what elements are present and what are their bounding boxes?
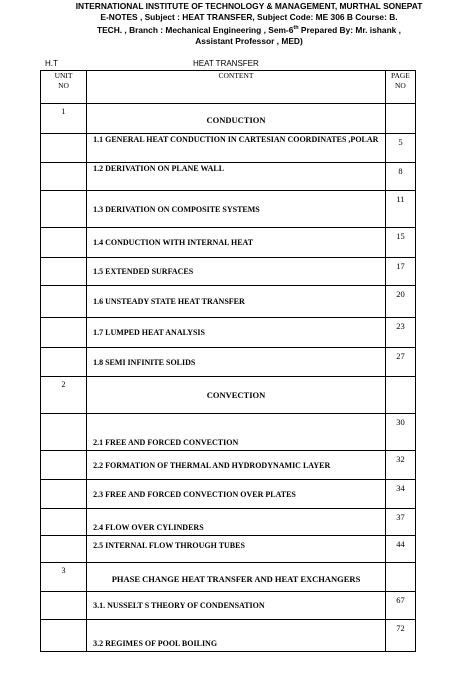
table-row <box>41 163 416 191</box>
table-row <box>41 348 416 377</box>
table-row <box>41 228 416 258</box>
page-number <box>385 377 415 414</box>
page-number: 5 <box>385 134 415 163</box>
table-row <box>41 414 416 451</box>
unit-number <box>41 451 87 480</box>
unit-header-line2: NO <box>58 81 69 90</box>
table-row <box>41 563 416 592</box>
topic-title: 1.4 CONDUCTION WITH INTERNAL HEAT <box>87 228 386 258</box>
topic-title: 3.2 REGIMES OF POOL BOILING <box>87 620 386 652</box>
unit-no-header <box>41 71 87 104</box>
table-row <box>41 191 416 228</box>
unit-number: 1 <box>41 104 87 134</box>
unit-number <box>41 348 87 377</box>
page-number: 8 <box>385 163 415 191</box>
table-row <box>41 480 416 509</box>
section-title: CONVECTION <box>87 377 386 414</box>
page-number: 72 <box>385 620 415 652</box>
course-details: E-NOTES , Subject : HEAT TRANSFER, Subject Code: ME 306 B Course: B. <box>100 12 398 22</box>
unit-number <box>41 620 87 652</box>
unit-number <box>41 480 87 509</box>
topic-title: 2.5 INTERNAL FLOW THROUGH TUBES <box>87 536 386 563</box>
table-row <box>41 286 416 318</box>
page-number: 30 <box>385 414 415 451</box>
page-number <box>385 104 415 134</box>
page-number: 11 <box>385 191 415 228</box>
unit-number <box>41 318 87 348</box>
table-row <box>41 104 416 134</box>
unit-number <box>41 228 87 258</box>
author-designation: Assistant Professor , MED) <box>195 35 303 46</box>
subject-title-label: HEAT TRANSFER <box>193 59 259 68</box>
page-number: 44 <box>385 536 415 563</box>
page-header-line2: NO <box>395 81 406 90</box>
unit-number <box>41 592 87 620</box>
prepared-by-text: Prepared By: Mr. ishank , <box>298 24 401 35</box>
page-number: 17 <box>385 258 415 286</box>
table-row <box>41 536 416 563</box>
unit-number <box>41 163 87 191</box>
unit-number <box>41 414 87 451</box>
unit-number <box>41 191 87 228</box>
unit-header-line1: UNIT <box>54 71 73 80</box>
table-row <box>41 592 416 620</box>
topic-title: 1.3 DERIVATION ON COMPOSITE SYSTEMS <box>87 191 386 228</box>
page-number: 67 <box>385 592 415 620</box>
document-header <box>34 1 464 47</box>
topic-title: 1.6 UNSTEADY STATE HEAT TRANSFER <box>87 286 386 318</box>
table-row <box>41 377 416 414</box>
unit-number <box>41 134 87 163</box>
page-number: 20 <box>385 286 415 318</box>
section-title: CONDUCTION <box>87 104 386 134</box>
unit-number <box>41 536 87 563</box>
topic-title: 2.4 FLOW OVER CYLINDERS <box>87 509 386 536</box>
unit-number <box>41 509 87 536</box>
unit-number: 2 <box>41 377 87 414</box>
sem-superscript: th <box>293 25 299 31</box>
table-row <box>41 318 416 348</box>
topic-title: 2.3 FREE AND FORCED CONVECTION OVER PLATES <box>87 480 386 509</box>
topic-title: 1.7 LUMPED HEAT ANALYSIS <box>87 318 386 348</box>
topic-title: 2.1 FREE AND FORCED CONVECTION <box>87 414 386 451</box>
institute-name: INTERNATIONAL INSTITUTE OF TECHNOLOGY & MANAGEMENT, MURTHAL SONEPAT <box>75 1 423 11</box>
page-header-line1: PAGE <box>390 71 410 80</box>
contents-table <box>40 70 416 652</box>
table-row <box>41 620 416 652</box>
topic-title: 3.1. NUSSELT S THEORY OF CONDENSATION <box>87 592 386 620</box>
page-no-header <box>385 71 415 104</box>
page-number <box>385 563 415 592</box>
table-row <box>41 134 416 163</box>
page-number: 34 <box>385 480 415 509</box>
unit-number <box>41 286 87 318</box>
page-number: 23 <box>385 318 415 348</box>
branch-details <box>34 23 464 36</box>
branch-text: TECH. , Branch : Mechanical Engineering , Sem-6 <box>96 24 294 35</box>
subject-code-label: H.T <box>45 59 58 68</box>
unit-number: 3 <box>41 563 87 592</box>
topic-title: 2.2 FORMATION OF THERMAL AND HYDRODYNAMIC LAYER <box>87 451 386 480</box>
page-number: 15 <box>385 228 415 258</box>
content-header: CONTENT <box>87 71 386 104</box>
unit-number <box>41 258 87 286</box>
section-title: PHASE CHANGE HEAT TRANSFER AND HEAT EXCHANGERS <box>87 563 386 592</box>
topic-title: 1.5 EXTENDED SURFACES <box>87 258 386 286</box>
table-header-row <box>41 71 416 104</box>
page-number: 27 <box>385 348 415 377</box>
page-number: 32 <box>385 451 415 480</box>
page-number: 37 <box>385 509 415 536</box>
topic-title: 1.2 DERIVATION ON PLANE WALL <box>87 163 386 191</box>
topic-title: 1.8 SEMI INFINITE SOLIDS <box>87 348 386 377</box>
table-row <box>41 451 416 480</box>
topic-title: 1.1 GENERAL HEAT CONDUCTION IN CARTESIAN COORDINATES ,POLAR <box>87 134 386 163</box>
table-row <box>41 258 416 286</box>
table-row <box>41 509 416 536</box>
